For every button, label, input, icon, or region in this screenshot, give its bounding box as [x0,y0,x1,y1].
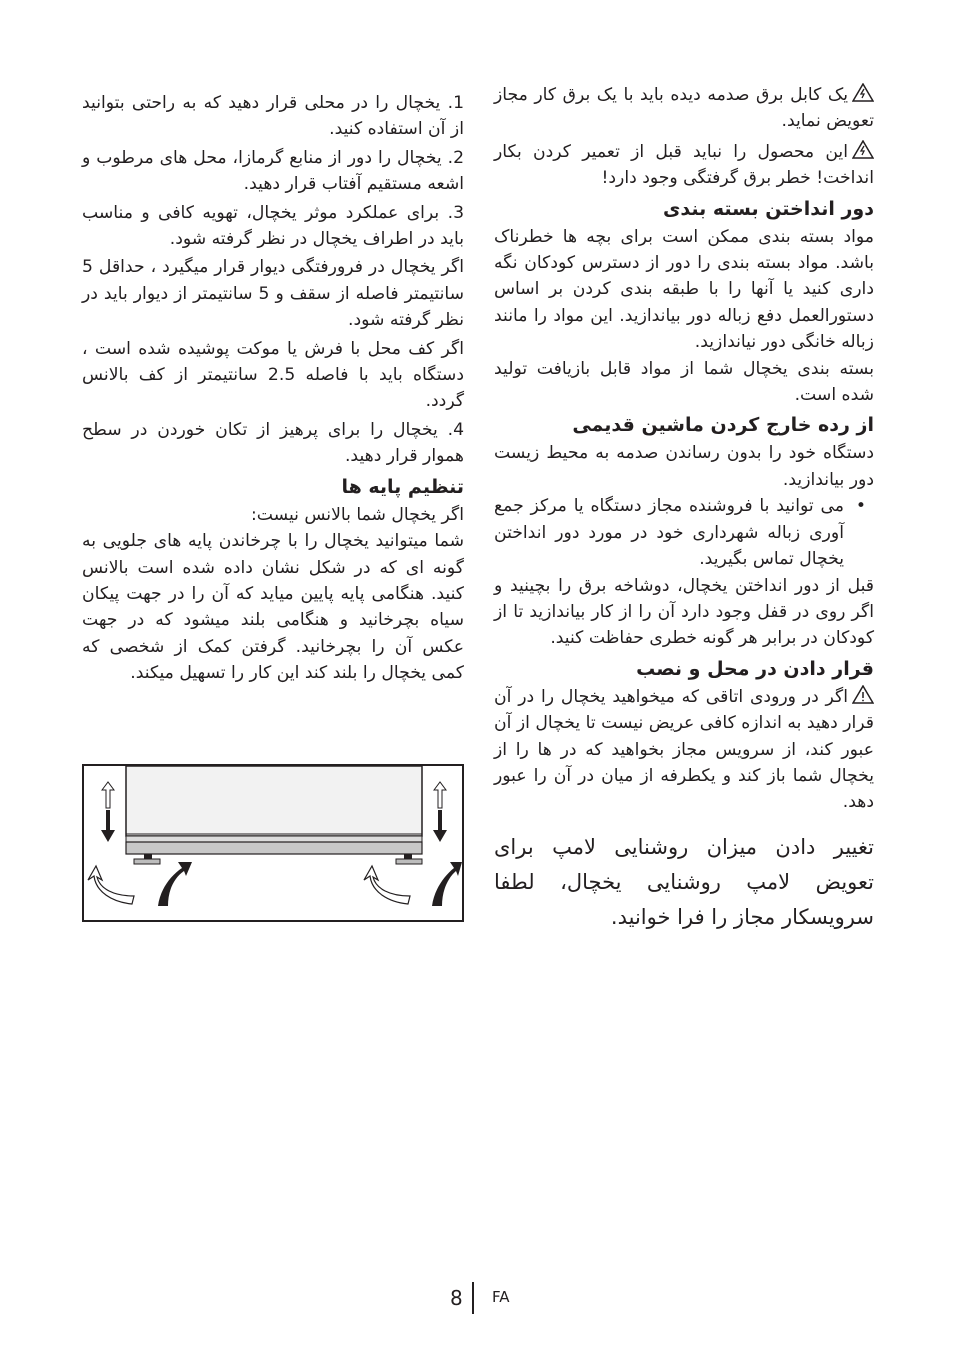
list-item-note: اگر کف محل با فرش یا موکت پوشیده شده است ، دستگاه باید با فاصله 2.5 سانتیمتر از کف بالانس گردد. [82,338,464,412]
foot-adjustment-diagram [82,764,464,922]
page-footer [440,1282,560,1316]
bullet-text: می توانید با فروشنده مجاز دستگاه یا مرکز جمع آوری زباله شهرداری خود در مورد دور انداختن یخچال تماس بگیرید. [494,496,844,570]
warning-cable-text: یک کابل برق صدمه دیده باید با یک برق کار مجاز تعویض نماید. [494,85,874,132]
paragraph-old-appliance: دستگاه خود را بدون رساندن صدمه به محیط زیست دور بیاندازید. [494,443,874,490]
warning-exclamation-icon [852,685,874,704]
heading-old-appliance: از رده خارج کردن ماشین قدیمی [572,414,874,437]
language-code: FA [492,1288,510,1306]
warning-repair-text: این محصول را نباید قبل از تعمیر کردن بکار انداخت! خطر برق گرفتگی وجود دارد! [494,141,874,189]
warning-door-text: اگر در ورودی اتاقی که میخواهید یخچال را در آن قرار دهید به اندازه کافی عریض نیست تا یخچال از آن عبور کند، از سرویس مجاز بخواهید که در ها را از یخچال شما باز کند و یکطرفه از میان در آن را عبور دهد. [494,686,874,813]
page-number: 8 [450,1286,463,1310]
list-item: 2. یخچال را دور از منابع گرمازا، محل های مرطوب و اشعه مستقیم آفتاب قرار دهید. [82,147,464,195]
paragraph-packaging-2: بسته بندی یخچال شما از مواد قابل بازیافت تولید شده است. [494,358,874,406]
heading-placement: قرار دادن در محل و نصب [636,657,874,680]
paragraph-feet-1: اگر یخچال شما بالانس نیست: [250,504,464,525]
warning-cable [494,82,874,135]
heading-packaging: دور انداختن بسته بندی [662,197,874,220]
list-item: 1. یخچال را در محلی قرار دهید که به راحتی بتوانید از آن استفاده کنید. [82,93,464,140]
warning-icon [852,140,874,159]
paragraph-before-disposal: قبل از دور انداختن یخچال، دوشاخه برق را بچینید و اگر روی در قفل وجود دارد آن را از کار بیاندازید تا از کودکان در برابر هر گونه خطری حفاظت کنید. [494,575,874,649]
list-item: 3. برای عملکرد موثر یخچال، تهویه کافی و مناسب باید در اطراف یخچال در نظر گرفته شود. [82,202,464,250]
right-column [494,82,874,935]
paragraph-packaging-1: مواد بسته بندی ممکن است برای بچه ها خطرناک باشد. مواد بسته بندی را دور از دسترس کودکان نگه داری کنید یا آنها را با طبقه بندی کردن بر اساس دستورالعمل دفع زباله دور بیاندازید. این مواد را مانند زباله خانگی دور نیاندازید. [494,226,874,353]
footer-divider [472,1282,474,1314]
bullet-item [494,493,874,572]
heading-adjusting-feet: تنظیم پایه ها [341,475,464,498]
list-item-note: اگر یخچال در فرورفتگی دیوار قرار میگیرد ، حداقل 5 سانتیمتر فاصله از سقف و 5 سانتیمتر از دیوار باید در نظر گرفته شود. [82,257,464,331]
warning-repair [494,139,874,192]
paragraph-feet-2: شما میتوانید یخچال را با چرخاندن پایه های جلویی به گونه ای که در شکل نشان داده شده است بالانس کنید. هنگامی پایه پایین میاید که آن را در جهت پیکان سیاه بچرخانید و هنگامی بلند میشود که در جهت عکس آن را بچرخانید. گرفتن کمک از شخصی که کمی یخچال را بلند کند این کار را تسهیل میکند. [82,531,464,684]
foot-adjustment-figure [82,764,464,922]
bullet-dot: • [855,496,866,517]
list-item: 4. یخچال را برای پرهیز از تکان خوردن در سطح هموار قرار دهید. [82,419,464,467]
warning-icon [852,83,874,102]
lamp-notice: تغییر دادن میزان روشنایی لامپ برای تعویض لامپ روشنایی یخچال، لطفا سرویسکار مجاز را فرا خوانید. [494,834,874,929]
left-column [82,90,464,687]
warning-door [494,684,874,816]
